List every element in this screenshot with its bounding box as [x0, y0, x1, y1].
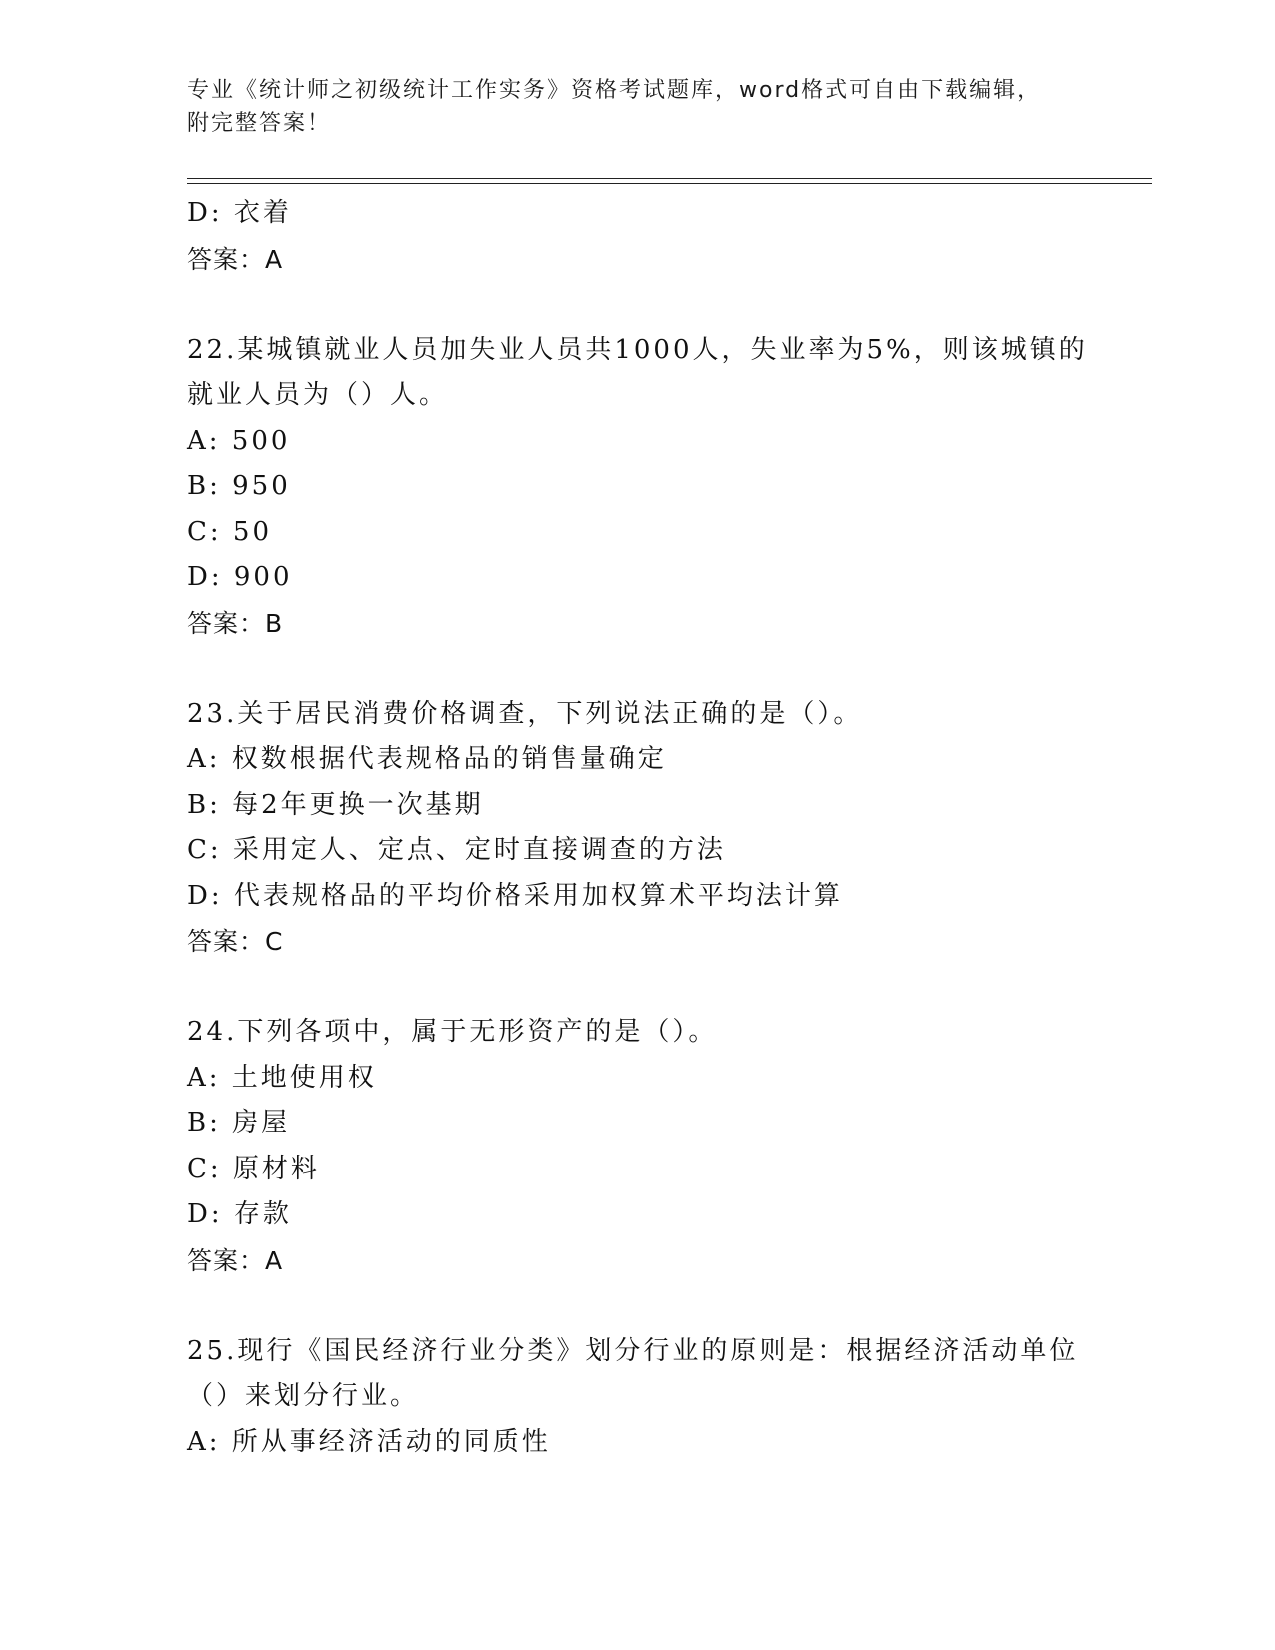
header-divider-bottom — [187, 183, 1152, 184]
spacer — [187, 282, 1087, 328]
question-stem-continued: 就业人员为（）人。 — [187, 380, 449, 410]
page-header — [187, 74, 1067, 140]
option-d: D: 900 — [187, 562, 293, 592]
question-stem: 22.某城镇就业人员加失业人员共1000人，失业率为5%，则该城镇的 — [187, 334, 1088, 365]
question-stem: 24.下列各项中，属于无形资产的是（）。 — [187, 1017, 718, 1047]
option-b: B: 每2年更换一次基期 — [187, 789, 484, 820]
question-22 — [187, 328, 1087, 647]
question-25 — [187, 1329, 1087, 1466]
option-c: C: 原材料 — [187, 1153, 320, 1184]
option-c: C: 50 — [187, 516, 273, 547]
option-c: C: 采用定人、定点、定时直接调查的方法 — [187, 835, 726, 865]
answer-line: 答案：B — [187, 608, 284, 638]
option-a: A: 500 — [187, 425, 291, 456]
spacer — [187, 646, 1087, 692]
answer-line: 答案：C — [187, 927, 284, 956]
header-line-2: 附完整答案！ — [187, 111, 332, 136]
option-b: B: 房屋 — [187, 1108, 291, 1138]
question-24 — [187, 1010, 1087, 1283]
question-23 — [187, 692, 1087, 965]
answer-line: 答案：A — [187, 244, 284, 274]
spacer — [187, 965, 1087, 1011]
option-b: B: 950 — [187, 471, 291, 501]
option-d: D: 存款 — [187, 1199, 292, 1229]
answer-line: 答案：A — [187, 1245, 284, 1275]
header-line-1: 专业《统计师之初级统计工作实务》资格考试题库，word格式可自由下载编辑， — [187, 78, 1042, 103]
question-stem-continued: （）来划分行业。 — [187, 1381, 420, 1411]
header-divider-top — [187, 178, 1152, 179]
question-list — [187, 191, 1087, 1465]
spacer — [187, 1283, 1087, 1329]
question-stem: 23.关于居民消费价格调查，下列说法正确的是（）。 — [187, 698, 863, 729]
option-d: D: 代表规格品的平均价格采用加权算术平均法计算 — [187, 880, 843, 911]
option-a: A: 所从事经济活动的同质性 — [187, 1426, 551, 1457]
option-a: A: 土地使用权 — [187, 1062, 377, 1093]
option-a: A: 权数根据代表规格品的销售量确定 — [187, 744, 667, 774]
question-stem: 25.现行《国民经济行业分类》划分行业的原则是：根据经济活动单位 — [187, 1335, 1079, 1366]
option-d: D: 衣着 — [187, 198, 292, 228]
